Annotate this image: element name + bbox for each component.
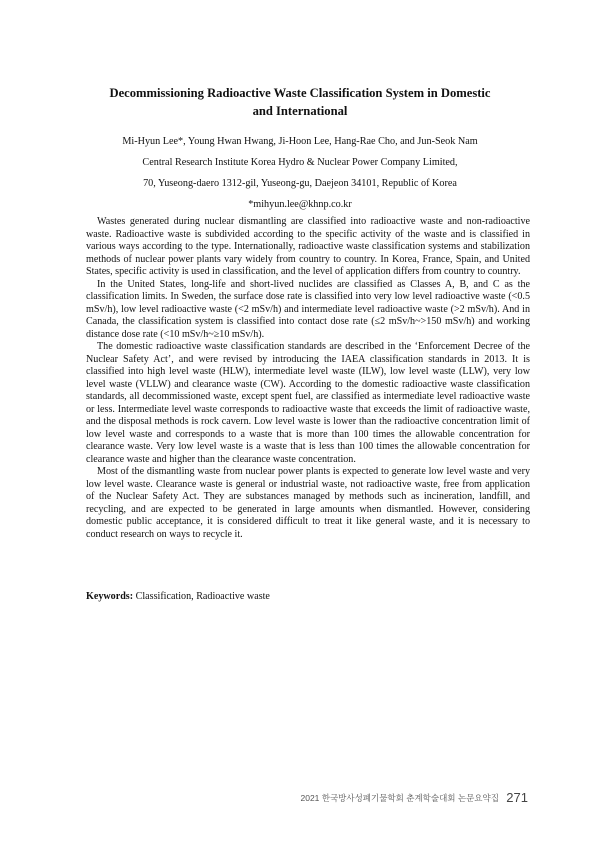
abstract-body [86,216,530,541]
page-footer [300,790,528,805]
affiliation: Central Research Institute Korea Hydro & Nuclear Power Company Limited, [142,157,458,168]
address: 70, Yuseong-daero 1312-gil, Yuseong-gu, Daejeon 34101, Republic of Korea [143,178,457,189]
abstract-paragraph: The domestic radioactive waste classification standards are described in the ‘Enforcement Decree of the Nuclear Safety Act’, and were revised by introducing the IAEA classification standards in 2013. It is classified into high level waste (HLW), intermediate level waste (ILW), low level waste (LLW), very low level waste (VLLW) and clearance waste (CW). According to the domestic radioactive waste classification standards, all decommissioned waste, except spent fuel, are classified as intermediate level radioactive waste or less. Intermediate level waste corresponds to radioactive waste that exceeds the limit of radioactive waste, and the disposal methods is rock cavern. Low level waste is lower than the radioactive concentration limit of low level waste and corresponds to a waste that is more than 100 times the allowable concentration for clearance waste. Very low level waste is a waste that is less than 100 times the allowable concentration for clearance waste and higher than the clearance waste concentration. [86,341,530,465]
abstract-paragraph: In the United States, long-life and short-lived nuclides are classified as Classes A, B, and C as the classification limits. In Sweden, the surface dose rate is classified into very low level radioactive waste (<0.5 mSv/h), low level radioactive waste (<2 mSv/h) and intermediate level radioactive waste (>2 mSv/h). And in Canada, the classification system is classified into contact dose rate (≤2 mSv/h~>150 mSv/h) and working distance dose rate (<10 mSv/h~≥10 mSv/h). [86,278,530,340]
keywords-line [86,590,530,603]
title-line-2: and International [252,104,348,118]
keywords-label: Keywords: [86,591,134,602]
paper-title [100,84,500,120]
author-block [0,131,600,215]
abstract-paragraph: Most of the dismantling waste from nuclear power plants is expected to generate low level waste and very low level waste. Clearance waste is general or industrial waste, not radioactive waste, free from application of the Nuclear Safety Act. They are substances managed by methods such as incineration, landfill, and recycling, and are expected to be generated in large amounts when dismantled. However, considering domestic public acceptance, it is considered difficult to treat it like general waste, and it is necessary to conduct research on ways to recycle it. [86,466,530,540]
proceedings-title: 2021 한국방사성폐기물학회 춘계학술대회 논문요약집 [300,793,499,803]
corresponding-email: *mihyun.lee@khnp.co.kr [248,199,352,210]
title-line-1: Decommissioning Radioactive Waste Classification System in Domestic [109,86,491,100]
page-number: 271 [506,790,528,805]
abstract-paragraph: Wastes generated during nuclear dismantling are classified into radioactive waste and non-radioactive waste. Radioactive waste is subdivided according to the specific activity of the waste and is classified in various ways according to the type. Internationally, radioactive waste classification systems and stabilization methods of nuclear power plants vary widely from country to country. In Korea, France, Spain, and United States, specific activity is used in classification, and the level of application differs from country to country. [86,216,530,277]
author-list: Mi-Hyun Lee*, Young Hwan Hwang, Ji-Hoon Lee, Hang-Rae Cho, and Jun-Seok Nam [122,136,478,147]
keywords-value: Classification, Radioactive waste [135,591,270,602]
